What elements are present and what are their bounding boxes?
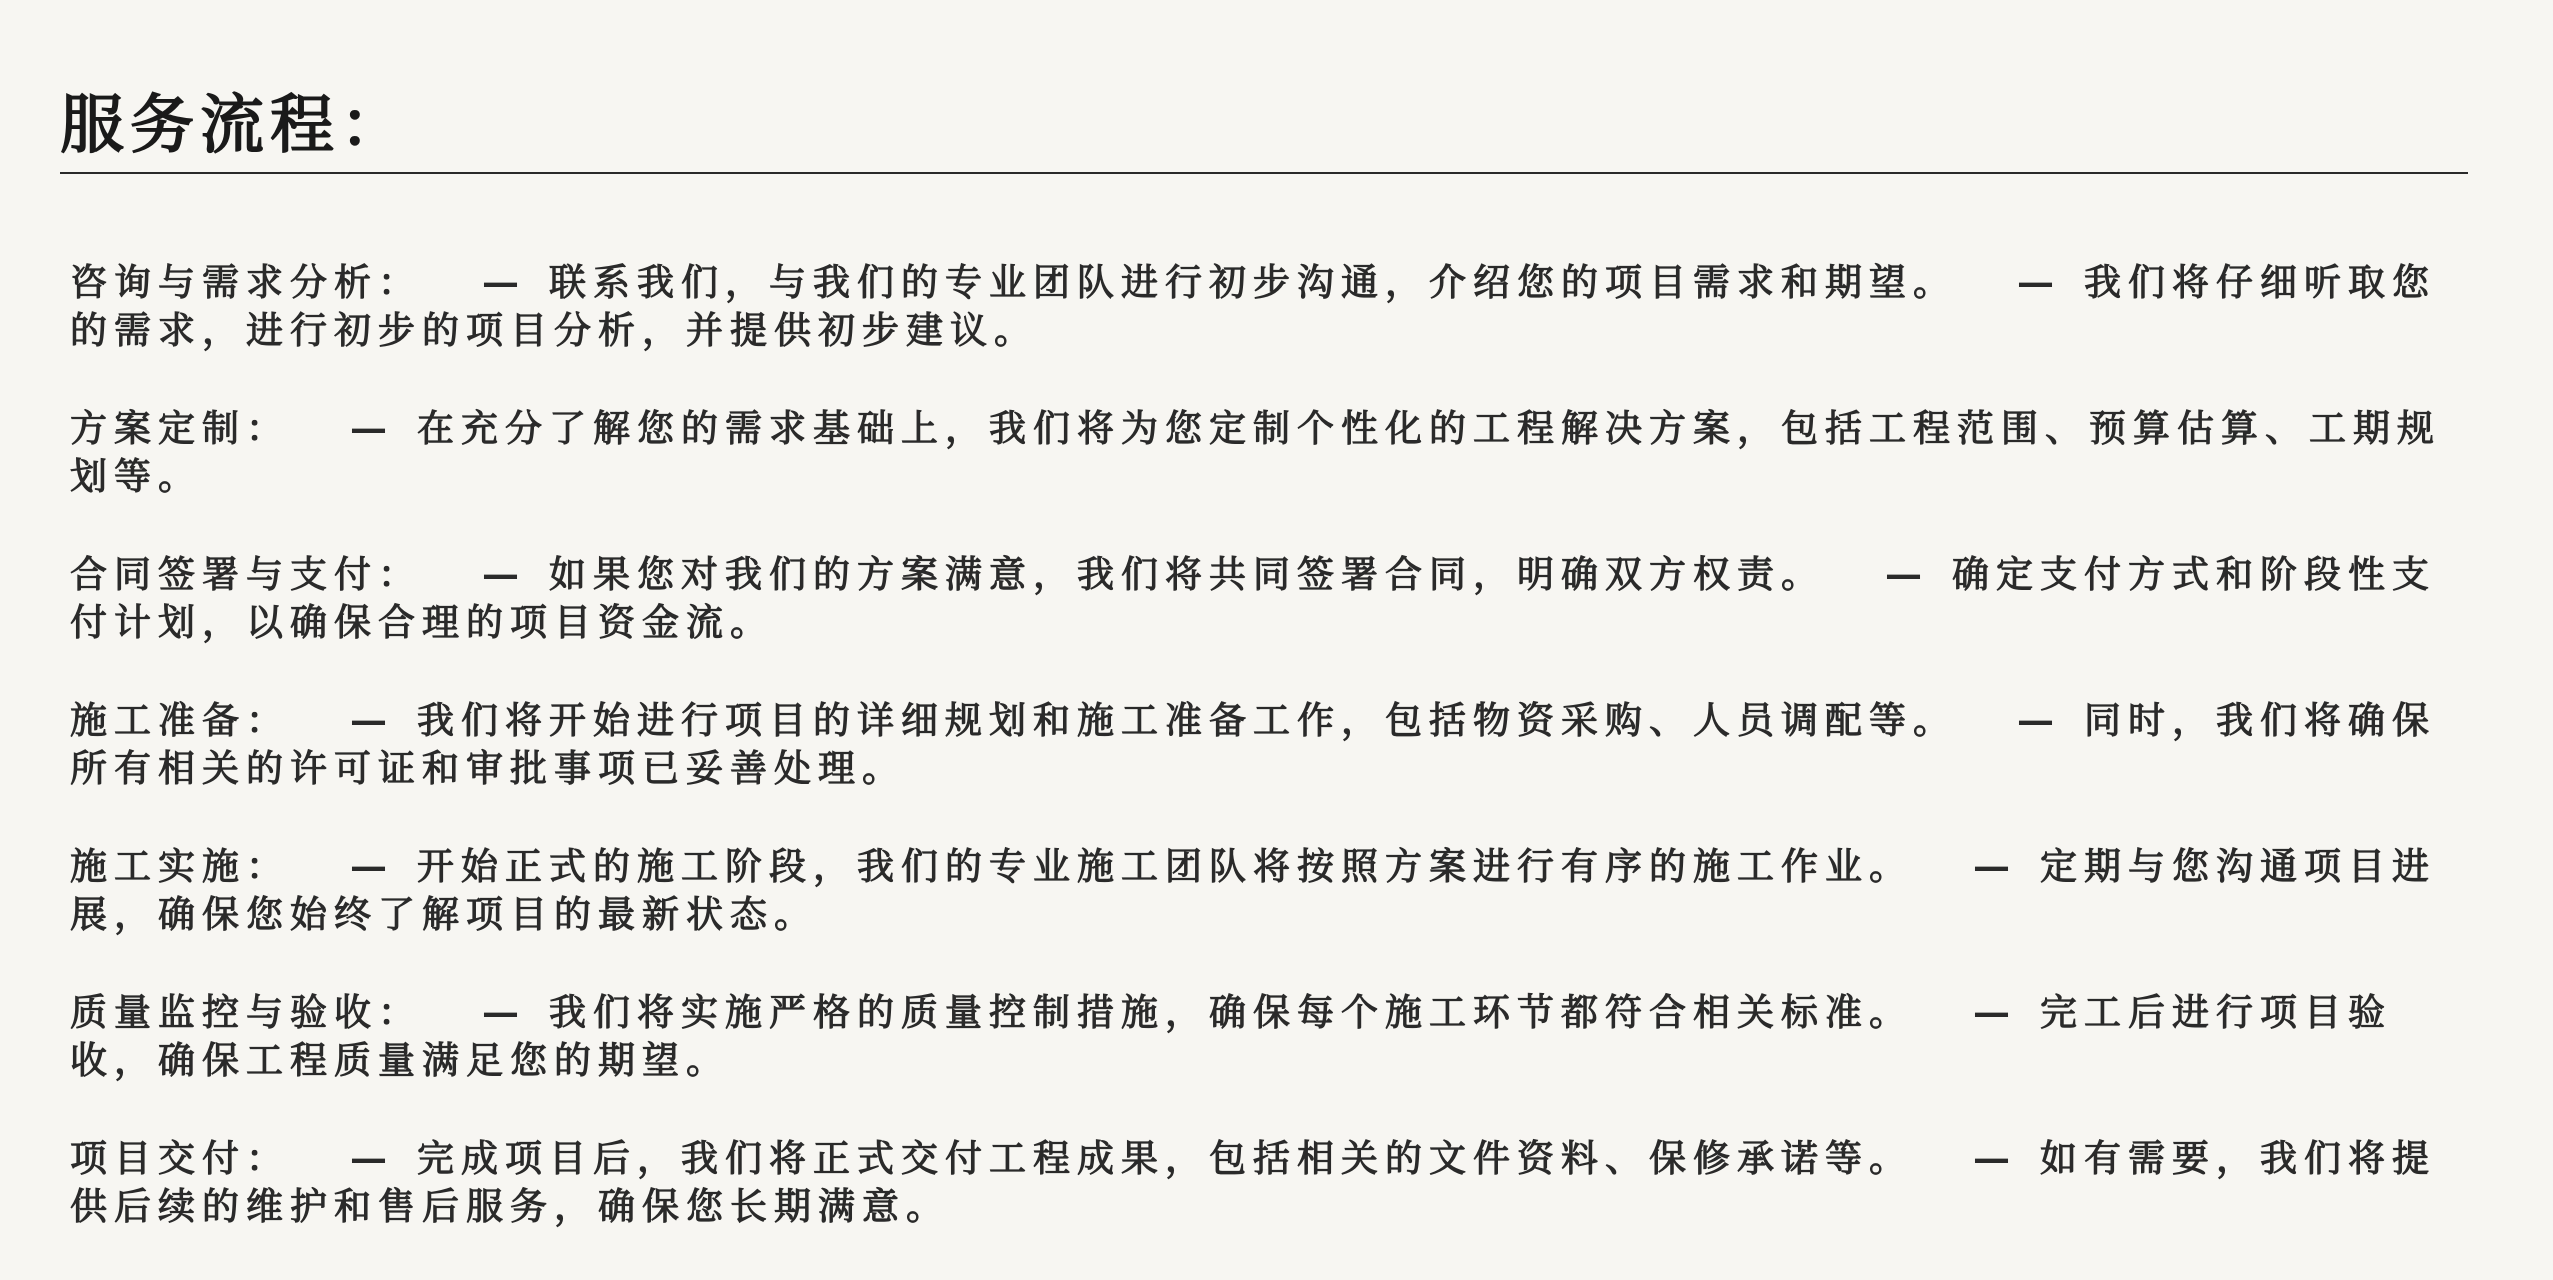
- page-title: 服务流程：: [60, 88, 410, 163]
- step-text: 我们将仔细听取您的需求，进行初步的项目分析，并提供初步建议。: [70, 260, 2436, 352]
- step-text: 如果您对我们的方案满意，我们将共同签署合同，明确双方权责。: [549, 552, 1825, 596]
- dash-separator: —: [482, 990, 519, 1034]
- step-text: 同时，我们将确保所有相关的许可证和审批事项已妥善处理。: [70, 698, 2436, 790]
- dash-separator: —: [1973, 990, 2010, 1034]
- dash-separator: —: [2017, 698, 2054, 742]
- dash-separator: —: [482, 552, 519, 596]
- step-text: 开始正式的施工阶段，我们的专业施工团队将按照方案进行有序的施工作业。: [417, 844, 1913, 888]
- document-page: [60, 80, 2470, 1280]
- step-label: 项目交付：: [70, 1136, 290, 1180]
- step-text: 如有需要，我们将提供后续的维护和售后服务，确保您长期满意。: [70, 1136, 2436, 1228]
- step-implementation: [70, 842, 2465, 938]
- dash-separator: —: [350, 698, 387, 742]
- step-text: 定期与您沟通项目进展，确保您始终了解项目的最新状态。: [70, 844, 2436, 936]
- step-text: 完成项目后，我们将正式交付工程成果，包括相关的文件资料、保修承诺等。: [417, 1136, 1913, 1180]
- step-customization: [70, 404, 2465, 500]
- step-label: 施工实施：: [70, 844, 290, 888]
- step-label: 方案定制：: [70, 406, 290, 450]
- step-consultation: [70, 258, 2465, 354]
- title-underline: [60, 172, 2468, 174]
- dash-separator: —: [350, 844, 387, 888]
- step-text: 完工后进行项目验收，确保工程质量满足您的期望。: [70, 990, 2392, 1082]
- step-label: 质量监控与验收：: [70, 990, 422, 1034]
- step-text: 我们将开始进行项目的详细规划和施工准备工作，包括物资采购、人员调配等。: [417, 698, 1957, 742]
- dash-separator: —: [350, 1136, 387, 1180]
- step-contract: [70, 550, 2465, 646]
- dash-separator: —: [1973, 1136, 2010, 1180]
- step-quality-acceptance: [70, 988, 2465, 1084]
- dash-separator: —: [1885, 552, 1922, 596]
- step-preparation: [70, 696, 2465, 792]
- dash-separator: —: [482, 260, 519, 304]
- dash-separator: —: [2017, 260, 2054, 304]
- step-delivery: [70, 1134, 2465, 1230]
- step-label: 施工准备：: [70, 698, 290, 742]
- step-text: 确定支付方式和阶段性支付计划，以确保合理的项目资金流。: [70, 552, 2436, 644]
- step-text: 我们将实施严格的质量控制措施，确保每个施工环节都符合相关标准。: [549, 990, 1913, 1034]
- dash-separator: —: [350, 406, 387, 450]
- step-label: 合同签署与支付：: [70, 552, 422, 596]
- step-text: 联系我们，与我们的专业团队进行初步沟通，介绍您的项目需求和期望。: [549, 260, 1957, 304]
- step-text: 在充分了解您的需求基础上，我们将为您定制个性化的工程解决方案，包括工程范围、预算估算、工期规划等。: [70, 406, 2441, 498]
- step-label: 咨询与需求分析：: [70, 260, 422, 304]
- dash-separator: —: [1973, 844, 2010, 888]
- service-steps-list: [60, 258, 2465, 1230]
